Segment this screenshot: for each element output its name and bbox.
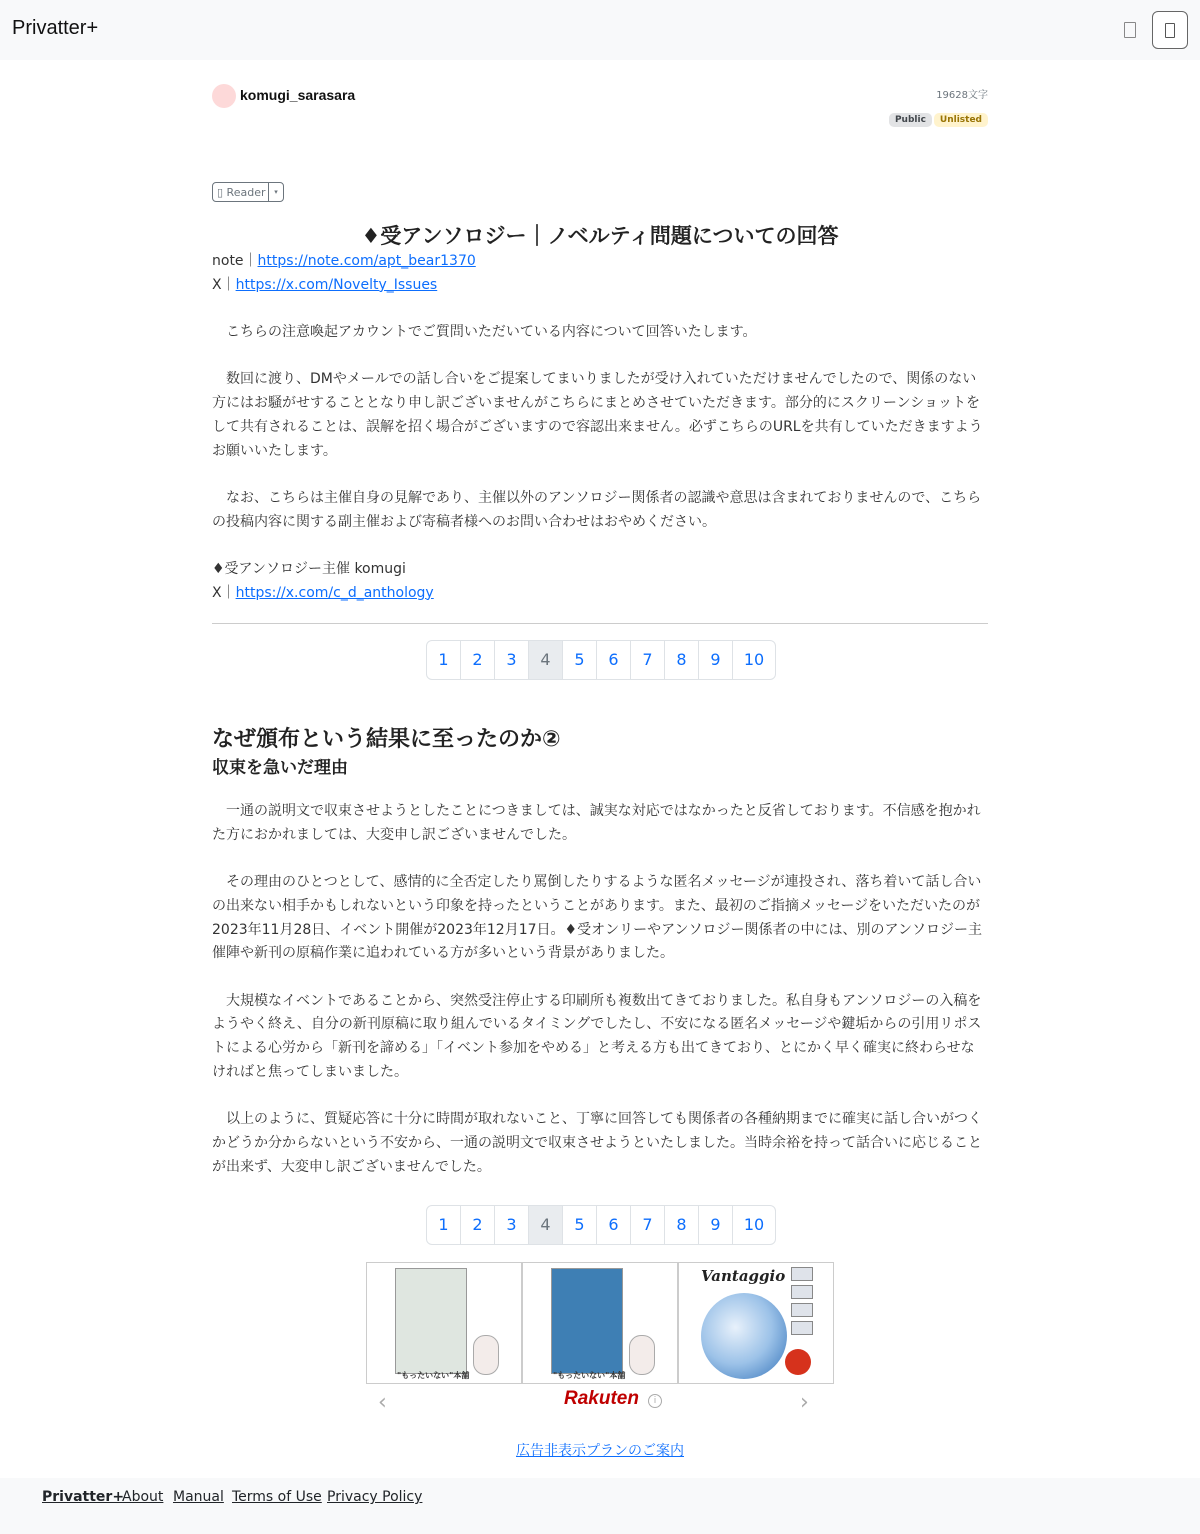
reader-mode-button[interactable] bbox=[212, 182, 284, 202]
mascot-image bbox=[629, 1335, 655, 1375]
product-title: Vantaggio bbox=[701, 1267, 786, 1285]
carousel-prev-icon[interactable]: ‹ bbox=[378, 1390, 387, 1415]
reader-label: ▯ Reader bbox=[217, 186, 266, 199]
post-meta bbox=[887, 86, 988, 127]
page-link[interactable]: 7 bbox=[631, 641, 665, 679]
ad-caption: "もったいない"本舗 bbox=[553, 1371, 626, 1380]
public-badge: Public bbox=[889, 113, 932, 127]
footer-brand-link[interactable]: Privatter+ bbox=[42, 1489, 125, 1505]
page-link[interactable]: 8 bbox=[665, 641, 699, 679]
soccer-ball-image bbox=[701, 1293, 787, 1379]
page-link[interactable]: 2 bbox=[461, 1206, 495, 1244]
footer-privacy-link[interactable]: Privacy Policy bbox=[327, 1489, 423, 1505]
page-link[interactable]: 6 bbox=[597, 641, 631, 679]
book-cover-image bbox=[551, 1268, 623, 1374]
page-link[interactable]: 9 bbox=[699, 641, 733, 679]
footer-about-link[interactable]: About bbox=[122, 1489, 164, 1505]
page-link[interactable]: 9 bbox=[699, 1206, 733, 1244]
brand-logo[interactable]: Privatter+ bbox=[12, 17, 99, 39]
mascot-image bbox=[473, 1335, 499, 1375]
x-prefix: X｜ bbox=[212, 276, 236, 293]
chevron-down-icon[interactable]: ▾ bbox=[268, 183, 283, 201]
footer-manual-link[interactable]: Manual bbox=[173, 1489, 224, 1505]
post-title: ♦受アンソロジー｜ノベルティ問題についての回答 bbox=[361, 224, 839, 248]
unlisted-badge: Unlisted bbox=[934, 113, 988, 127]
paragraph: その理由のひとつとして、感情的に全否定したり罵倒したりするような匿名メッセージが連投され、落ち着いて話し合いの出来ない相手かもしれないという印象を持ったということがあります。また、最初のご指摘メッセージをいただいたのが2023年11月28日、イベント開催が2023年12月17日。♦受オンリーやアンソロジー関係者の中には、別のアンソロジー主催陣や新刊の原稿作業に追われている方が多いという背景がありました。 bbox=[212, 874, 982, 962]
paragraph: 一通の説明文で収束させようとしたことにつきましては、誠実な対応ではなかったと反省しております。不信感を抱かれた方におかれましては、大変申し訳ございませんでした。 bbox=[212, 803, 981, 843]
sponsor-logos bbox=[791, 1267, 813, 1347]
post-intro bbox=[212, 250, 988, 605]
ad-item[interactable] bbox=[678, 1262, 834, 1384]
organizer-x-link[interactable]: https://x.com/c_d_anthology bbox=[235, 584, 434, 601]
no-ads-plan-section bbox=[0, 1440, 1200, 1460]
paragraph: 数回に渡り、DMやメールでの話し合いをご提案してまいりましたが受け入れていただけませんでしたので、関係のない方にはお騒がせすることとなり申し訳ございませんがこちらにまとめさせていただきます。部分的にスクリーンショットをして共有されることは、誤解を招く場合がございますので容認出来ません。必ずこちらのURLを共有していただきますようお願いいたします。 bbox=[212, 371, 983, 459]
page-link[interactable]: 10 bbox=[743, 1215, 765, 1234]
book-cover-image bbox=[395, 1268, 467, 1374]
section-heading: なぜ頒布という結果に至ったのか② bbox=[212, 727, 561, 752]
red-ball-image bbox=[785, 1349, 811, 1375]
note-prefix: note｜ bbox=[212, 253, 258, 269]
organizer-x-prefix: X｜ bbox=[212, 584, 236, 601]
no-ads-plan-link[interactable]: 広告非表示プランのご案内 bbox=[516, 1443, 684, 1459]
ad-item[interactable] bbox=[522, 1262, 678, 1384]
paragraph: なお、こちらは主催自身の見解であり、主催以外のアンソロジー関係者の認識や意思は含まれておりませんので、こちらの投稿内容に関する副主催および寄稿者様へのお問い合わせはおやめください。 bbox=[212, 489, 982, 530]
paragraph: 大規模なイベントであることから、突然受注停止する印刷所も複数出てきておりました。私自身もアンソロジーの入稿をようやく終え、自分の新刊原稿に取り組んでいるタイミングでしたし、不安になる匿名メッセージや鍵垢からの引用リポストによる心労から「新刊を諦める」「イベント参加をやめる」と考える方も出てきており、とにかく早く確実に終わらせなければと焦ってしまいました。 bbox=[212, 992, 982, 1080]
bookmark-icon[interactable] bbox=[1124, 22, 1136, 38]
author-name[interactable]: komugi_sarasara bbox=[240, 87, 356, 103]
pagination-bottom bbox=[426, 1205, 776, 1245]
footer bbox=[0, 1478, 1200, 1534]
paragraph: 以上のように、質疑応答に十分に時間が取れないこと、丁寧に回答しても関係者の各種納期までに確実に話し合いがつくかどうか分からないという不安から、一通の説明文で収束させようといたしました。当時余裕を持って話合いに応じることが出来ず、大変申し訳ございませんでした。 bbox=[212, 1111, 982, 1175]
page-link[interactable]: 10 bbox=[743, 650, 765, 669]
section-body bbox=[212, 800, 988, 1179]
note-link[interactable]: https://note.com/apt_bear1370 bbox=[257, 253, 476, 269]
char-count: 19628文字 bbox=[936, 90, 988, 101]
page-link[interactable]: 1 bbox=[427, 641, 461, 679]
divider bbox=[212, 623, 988, 624]
organizer-line: ♦受アンソロジー主催 komugi bbox=[212, 561, 406, 578]
x-link[interactable]: https://x.com/Novelty_Issues bbox=[235, 276, 438, 293]
page-link-current[interactable]: 4 bbox=[529, 1206, 563, 1244]
rakuten-logo[interactable]: Rakuten bbox=[564, 1388, 639, 1409]
ad-carousel bbox=[366, 1262, 834, 1384]
avatar[interactable] bbox=[212, 84, 236, 108]
page-link[interactable]: 5 bbox=[563, 1206, 597, 1244]
carousel-next-icon[interactable]: › bbox=[800, 1390, 809, 1415]
page-link[interactable]: 1 bbox=[427, 1206, 461, 1244]
page-link[interactable]: 3 bbox=[495, 641, 529, 679]
ad-item[interactable] bbox=[366, 1262, 522, 1384]
menu-icon bbox=[1165, 23, 1175, 38]
page-link[interactable]: 3 bbox=[495, 1206, 529, 1244]
page-link-current[interactable]: 4 bbox=[529, 641, 563, 679]
footer-terms-link[interactable]: Terms of Use bbox=[232, 1489, 322, 1505]
top-navbar bbox=[0, 0, 1200, 60]
page-link[interactable]: 2 bbox=[461, 641, 495, 679]
section-subheading: 収束を急いだ理由 bbox=[212, 758, 348, 778]
page-link[interactable]: 7 bbox=[631, 1206, 665, 1244]
page-link[interactable]: 8 bbox=[665, 1206, 699, 1244]
menu-toggle-button[interactable] bbox=[1152, 11, 1188, 49]
pagination-top bbox=[426, 640, 776, 680]
page-link[interactable]: 6 bbox=[597, 1206, 631, 1244]
page-link[interactable]: 5 bbox=[563, 641, 597, 679]
ad-caption: "もったいない"本舗 bbox=[397, 1371, 470, 1380]
paragraph: こちらの注意喚起アカウントでご質問いただいている内容について回答いたします。 bbox=[212, 324, 757, 341]
info-icon[interactable]: i bbox=[648, 1394, 662, 1408]
